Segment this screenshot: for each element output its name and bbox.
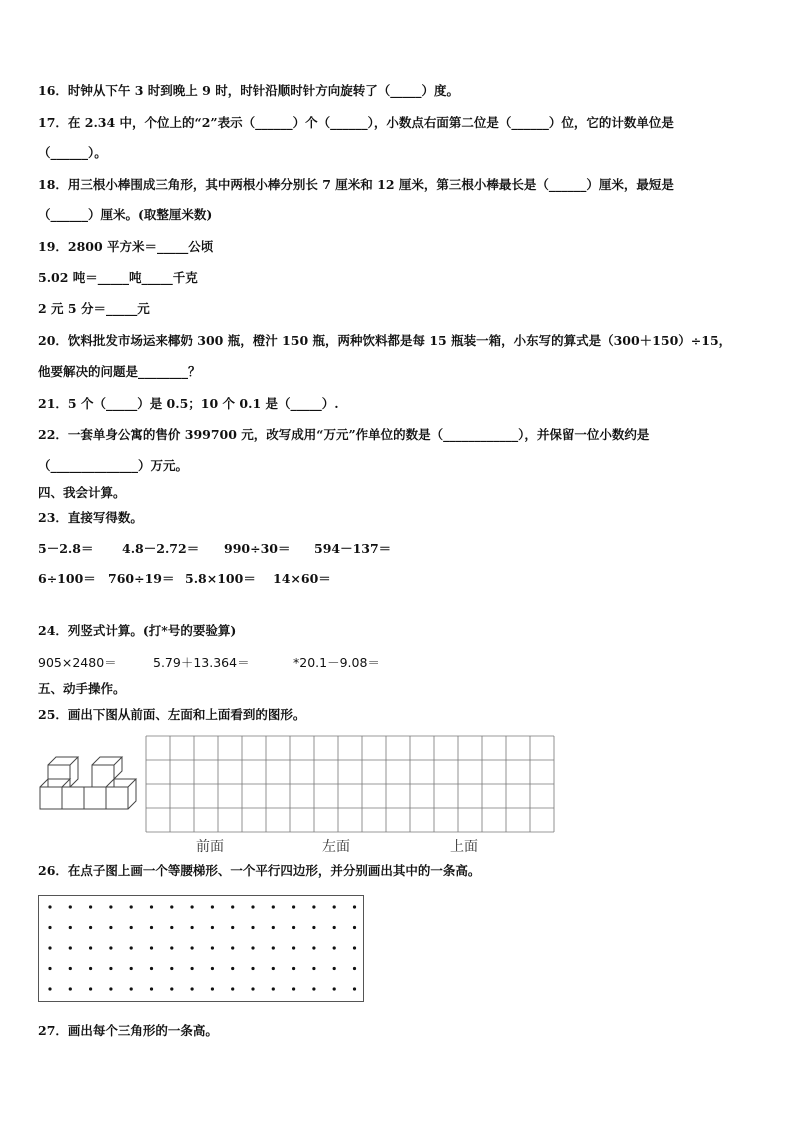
grid-dot [48, 905, 51, 908]
grid-dot [89, 905, 92, 908]
question-19-line1: 19．2800 平方米＝_____公顷 [38, 239, 214, 254]
grid-dot [251, 987, 254, 990]
grid-dot [312, 946, 315, 949]
expression: 14×60＝ [273, 571, 331, 586]
grid-dot [170, 967, 173, 970]
question-24: 24．列竖式计算。(打*号的要验算) [38, 623, 237, 638]
grid-dot [109, 987, 112, 990]
grid-dot [150, 905, 153, 908]
grid-dot [292, 967, 295, 970]
grid-dot [333, 926, 336, 929]
q24-row [38, 654, 380, 672]
grid-dot [211, 987, 214, 990]
grid-dot [130, 905, 133, 908]
grid-dot [251, 926, 254, 929]
grid-dot [333, 946, 336, 949]
grid-dot [251, 967, 254, 970]
grid-dot [89, 946, 92, 949]
grid-dot [292, 926, 295, 929]
grid-dot [150, 987, 153, 990]
grid-dot [150, 926, 153, 929]
grid-dot [333, 987, 336, 990]
grid-dot [130, 926, 133, 929]
grid-dot [109, 926, 112, 929]
grid-dot [272, 946, 275, 949]
grid-dot [130, 967, 133, 970]
expression: 5－2.8＝ [38, 541, 94, 556]
grid-dot [272, 905, 275, 908]
question-22-line1: 22．一套单身公寓的售价 399700 元，改写成用“万元”作单位的数是（____________），并保留一位小数约是 [38, 427, 650, 442]
grid-dot [170, 987, 173, 990]
expression: 5.8×100＝ [185, 571, 256, 586]
grid-dot [272, 926, 275, 929]
grid-dot [353, 987, 356, 990]
grid-dot [231, 987, 234, 990]
dot-grid[interactable] [38, 895, 366, 1003]
grid-dot [89, 987, 92, 990]
grid-dot [170, 926, 173, 929]
q23-row-1 [38, 540, 391, 558]
question-23: 23．直接写得数。 [38, 510, 143, 525]
grid-dot [89, 926, 92, 929]
grid-dot [211, 967, 214, 970]
grid-dot [231, 946, 234, 949]
question-17-line1: 17．在 2.34 中，个位上的“2”表示（______）个（______），小数点右面第二位是（______）位，它的计数单位是 [38, 115, 674, 130]
grid-dot [109, 946, 112, 949]
question-20-line2: 他要解决的问题是________？ [38, 364, 201, 379]
grid-dot [231, 926, 234, 929]
grid-dot [251, 905, 254, 908]
grid-dot [130, 987, 133, 990]
expression: 760÷19＝ [108, 571, 175, 586]
grid-dot [353, 905, 356, 908]
drawing-grid[interactable] [145, 735, 555, 833]
grid-dot [312, 905, 315, 908]
expression: 594－137＝ [314, 541, 392, 556]
section-5-heading: 五、动手操作。 [38, 681, 126, 696]
grid-dot [150, 967, 153, 970]
grid-dot [191, 946, 194, 949]
grid-dot [231, 905, 234, 908]
q23-row-2 [38, 570, 331, 588]
grid-dot [191, 926, 194, 929]
grid-dot [48, 946, 51, 949]
grid-dot [69, 905, 72, 908]
grid-dot [272, 967, 275, 970]
grid-dot [48, 967, 51, 970]
label-top-view: 上面 [450, 839, 478, 855]
grid-dot [69, 946, 72, 949]
grid-dot [251, 946, 254, 949]
grid-dot [211, 946, 214, 949]
grid-dot [292, 946, 295, 949]
grid-dot [231, 967, 234, 970]
question-17-line2: （______）。 [38, 145, 107, 160]
grid-dot [109, 967, 112, 970]
grid-dot [292, 987, 295, 990]
section-4-heading: 四、我会计算。 [38, 485, 126, 500]
grid-dot [191, 905, 194, 908]
question-21: 21．5 个（_____）是 0.5；10 个 0.1 是（_____）. [38, 396, 339, 411]
question-22-line2: （______________）万元。 [38, 458, 189, 473]
expression: *20.1－9.08＝ [293, 655, 380, 670]
grid-dot [312, 926, 315, 929]
grid-dot [69, 926, 72, 929]
question-27: 27．画出每个三角形的一条高。 [38, 1023, 218, 1038]
question-26: 26．在点子图上画一个等腰梯形、一个平行四边形，并分别画出其中的一条高。 [38, 863, 481, 878]
question-19-line3: 2 元 5 分＝_____元 [38, 301, 150, 316]
grid-dot [150, 946, 153, 949]
question-16: 16．时钟从下午 3 时到晚上 9 时，时针沿顺时针方向旋转了（_____）度。 [38, 83, 459, 98]
grid-dot [292, 905, 295, 908]
grid-dot [333, 967, 336, 970]
grid-dot [272, 987, 275, 990]
grid-dot [353, 926, 356, 929]
expression: 4.8－2.72＝ [122, 541, 200, 556]
expression: 5.79＋13.364＝ [153, 655, 250, 670]
grid-dot [109, 905, 112, 908]
grid-dot [211, 926, 214, 929]
expression: 990÷30＝ [224, 541, 291, 556]
grid-dot [170, 946, 173, 949]
expression: 905×2480＝ [38, 655, 117, 670]
question-18-line1: 18．用三根小棒围成三角形，其中两根小棒分别长 7 厘米和 12 厘米，第三根小棒最长是（______）厘米，最短是 [38, 177, 674, 192]
grid-dot [353, 946, 356, 949]
grid-dot [89, 967, 92, 970]
grid-dot [333, 905, 336, 908]
grid-dot [191, 987, 194, 990]
label-front-view: 前面 [196, 839, 224, 855]
question-19-line2: 5.02 吨＝_____吨_____千克 [38, 270, 198, 285]
grid-dot [48, 926, 51, 929]
grid-dot [130, 946, 133, 949]
grid-dot [312, 987, 315, 990]
question-25: 25．画出下图从前面、左面和上面看到的图形。 [38, 707, 306, 722]
cube-stack-figure [38, 755, 138, 815]
label-left-view: 左面 [322, 839, 350, 855]
grid-dot [48, 987, 51, 990]
question-20-line1: 20．饮料批发市场运来椰奶 300 瓶，橙汁 150 瓶，两种饮料都是每 15 瓶装一箱，小东写的算式是（300＋150）÷15， [38, 333, 732, 348]
grid-dot [69, 967, 72, 970]
grid-dot [69, 987, 72, 990]
grid-dot [191, 967, 194, 970]
grid-dot [312, 967, 315, 970]
expression: 6÷100＝ [38, 571, 96, 586]
grid-dot [170, 905, 173, 908]
grid-dot [353, 967, 356, 970]
question-18-line2: （______）厘米。(取整厘米数) [38, 207, 213, 222]
grid-dot [211, 905, 214, 908]
